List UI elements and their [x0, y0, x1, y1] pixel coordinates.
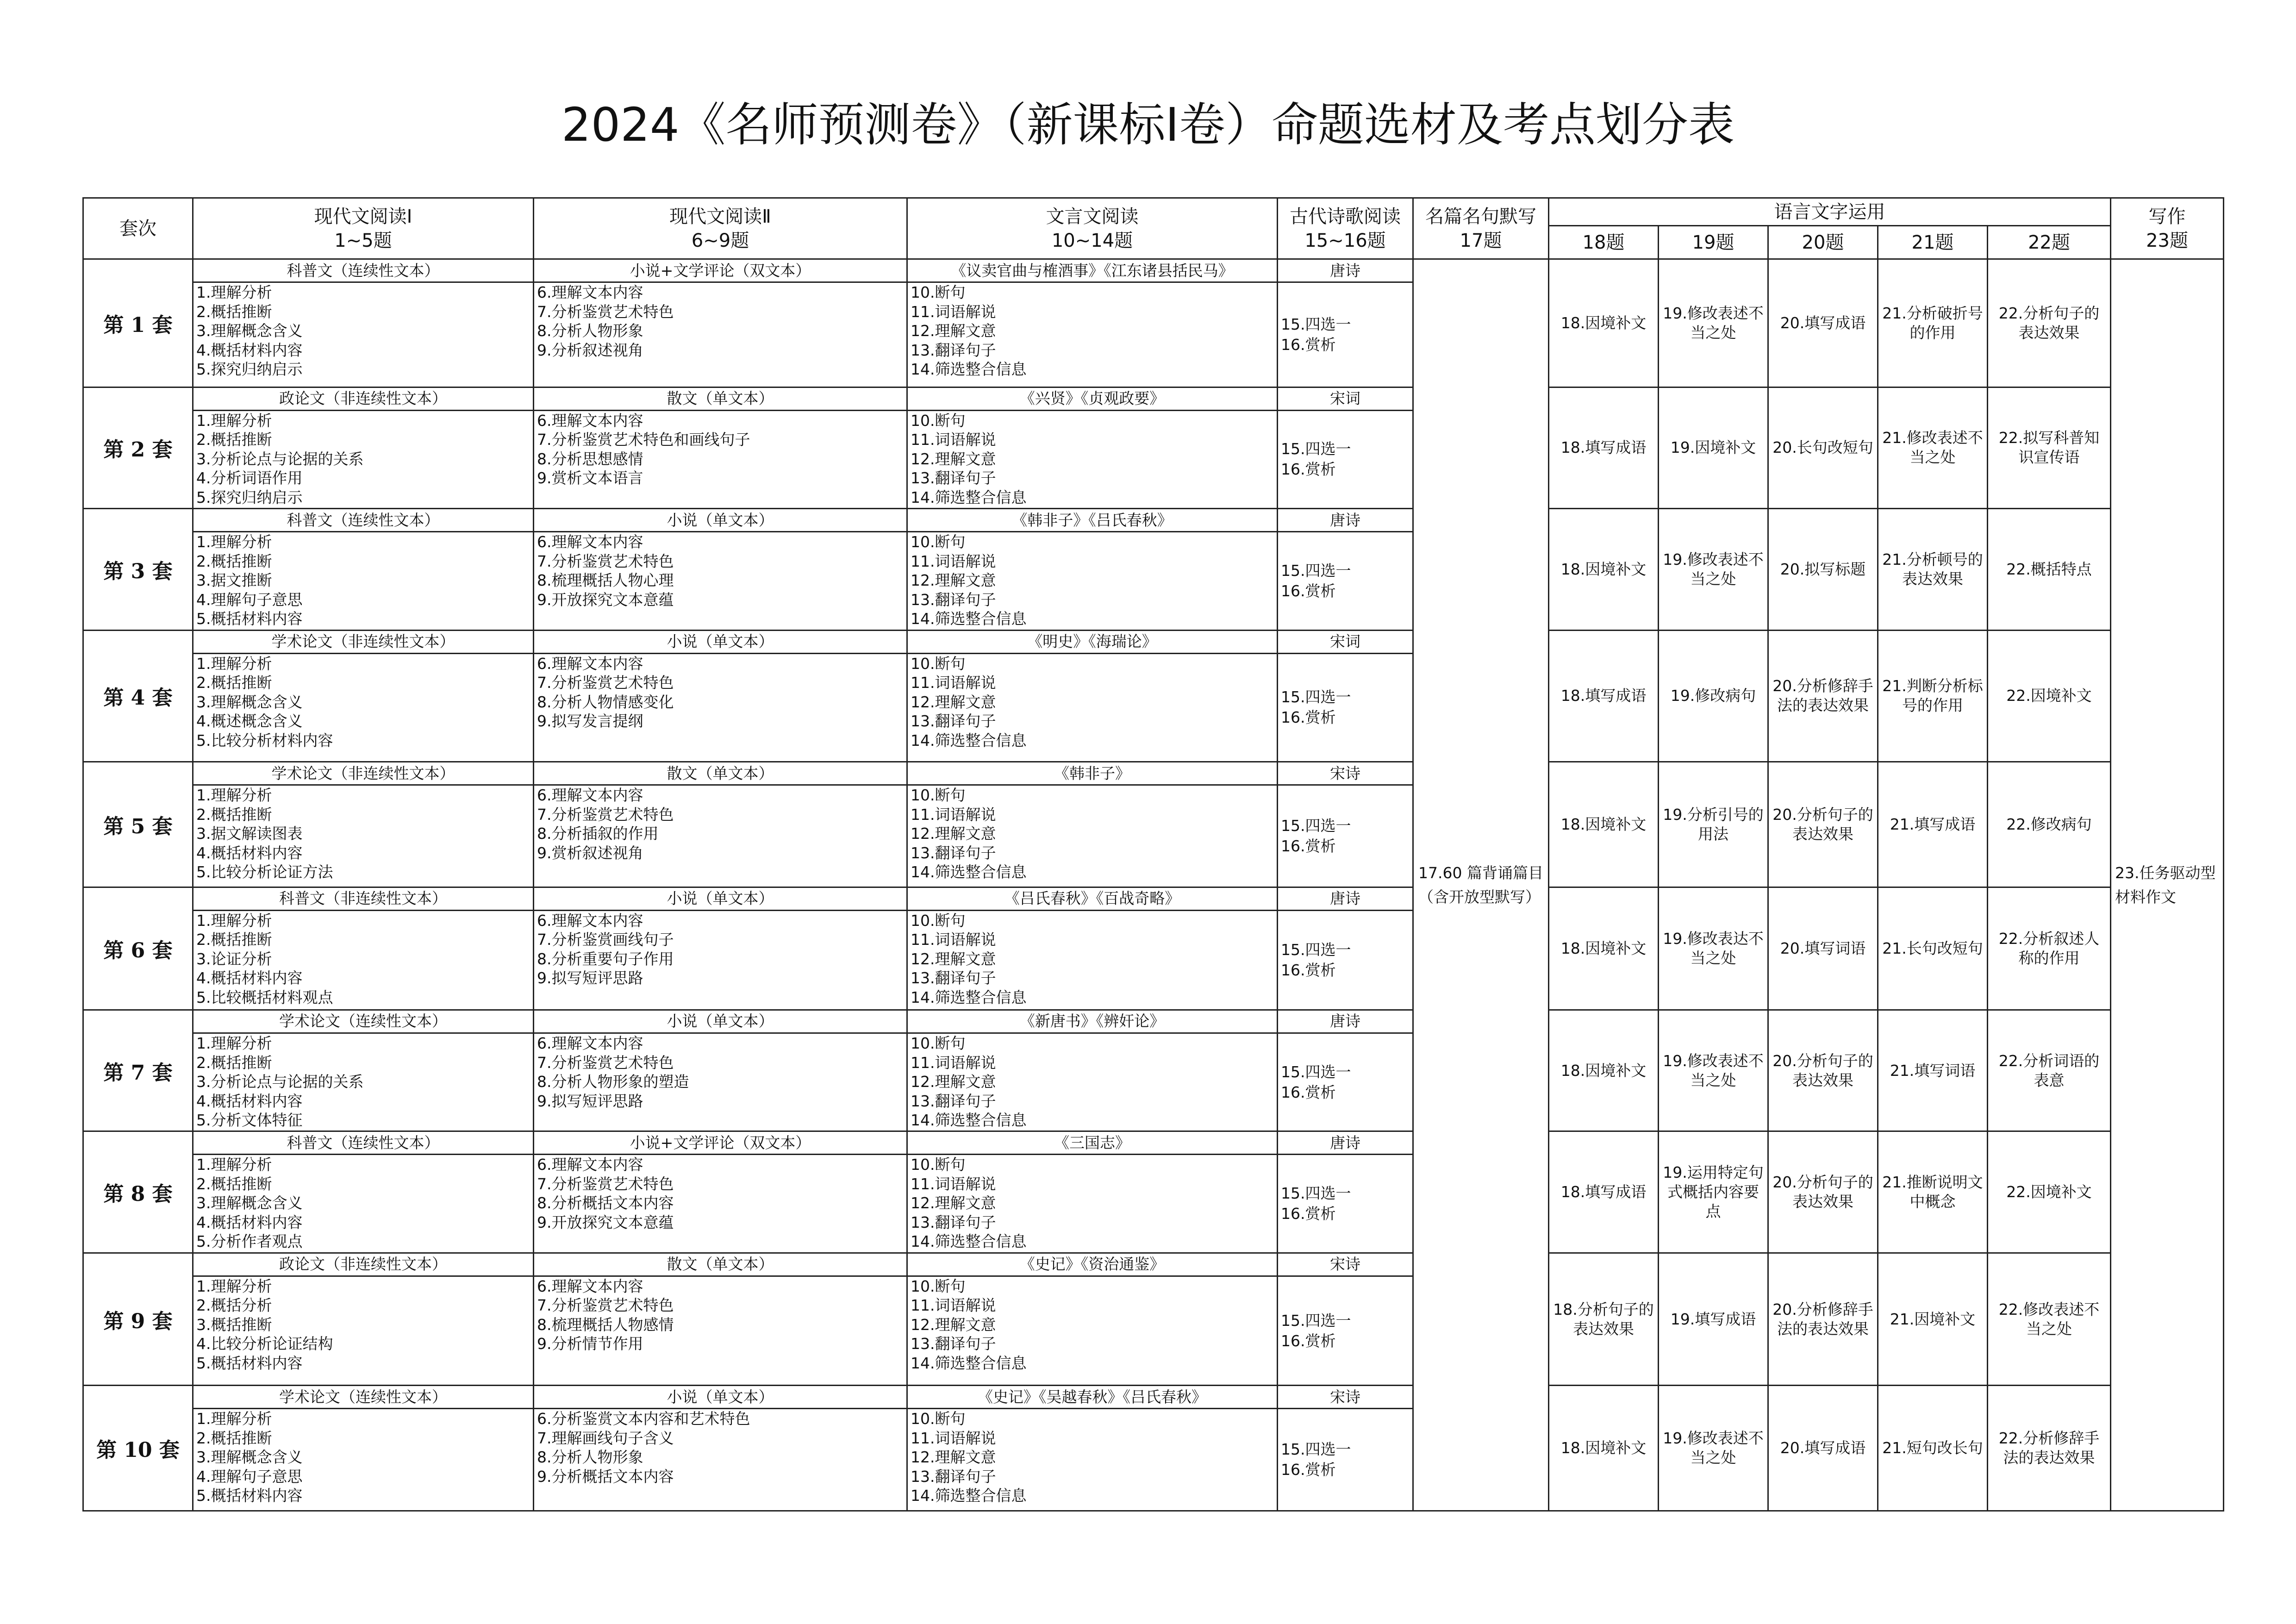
language-q21: 21.推断说明文中概念	[1878, 1131, 1988, 1253]
modern-1-type: 科普文（连续性文本）	[193, 509, 534, 532]
language-q18: 18.填写成语	[1549, 630, 1659, 762]
set-number: 第 6 套	[83, 887, 193, 1010]
poetry-type: 宋词	[1278, 387, 1413, 410]
header-writing-line-0: 写作	[2148, 206, 2186, 227]
header-q21	[1878, 226, 1988, 259]
modern-2-items: 6.理解文本内容 7.分析鉴赏艺术特色和画线句子 8.分析思想感情 9.赏析文本语言	[534, 410, 907, 508]
header-language	[1549, 198, 2111, 226]
language-q20: 20.分析句子的表达效果	[1768, 762, 1878, 887]
language-q18: 18.填写成语	[1549, 1131, 1659, 1253]
recitation-cell: 17.60 篇背诵篇目（含开放型默写）	[1413, 259, 1549, 1511]
language-q20: 20.分析修辞手法的表达效果	[1768, 630, 1878, 762]
language-q21: 21.填写成语	[1878, 762, 1988, 887]
header-q18-line-0: 18题	[1582, 231, 1625, 253]
language-q19: 19.运用特定句式概括内容要点	[1659, 1131, 1768, 1253]
classical-items: 10.断句 11.词语解说 12.理解文意 13.翻译句子 14.筛选整合信息	[907, 282, 1278, 387]
header-writing-line-1: 23题	[2146, 230, 2188, 251]
language-q22: 22.修改病句	[1988, 762, 2111, 887]
language-q20: 20.填写成语	[1768, 259, 1878, 387]
modern-1-type: 学术论文（连续性文本）	[193, 1010, 534, 1033]
language-q20: 20.填写成语	[1768, 1386, 1878, 1511]
language-q21: 21.短句改长句	[1878, 1386, 1988, 1511]
modern-2-items: 6.理解文本内容 7.分析鉴赏艺术特色 8.分析人物形象 9.分析叙述视角	[534, 282, 907, 387]
header-q18	[1549, 226, 1659, 259]
language-q18: 18.因境补文	[1549, 259, 1659, 387]
classical-source: 《韩非子》《吕氏春秋》	[907, 509, 1278, 532]
header-modern-1	[193, 198, 534, 259]
poetry-type: 宋词	[1278, 630, 1413, 653]
modern-1-items: 1.理解分析 2.概括推断 3.分析论点与论据的关系 4.概括材料内容 5.分析文体特征	[193, 1033, 534, 1131]
classical-source: 《明史》《海瑞论》	[907, 630, 1278, 653]
language-q18: 18.因境补文	[1549, 887, 1659, 1010]
modern-1-type: 政论文（非连续性文本）	[193, 387, 534, 410]
language-q19: 19.修改病句	[1659, 630, 1768, 762]
poetry-items: 15.四选一 16.赏析	[1278, 653, 1413, 762]
language-q21: 21.分析破折号的作用	[1878, 259, 1988, 387]
classical-items: 10.断句 11.词语解说 12.理解文意 13.翻译句子 14.筛选整合信息	[907, 1409, 1278, 1511]
classical-source: 《三国志》	[907, 1131, 1278, 1155]
header-q20	[1768, 226, 1878, 259]
classical-source: 《史记》《吴越春秋》《吕氏春秋》	[907, 1386, 1278, 1409]
language-q22: 22.修改表述不当之处	[1988, 1253, 2111, 1385]
set-number: 第 1 套	[83, 259, 193, 387]
modern-2-items: 6.分析鉴赏文本内容和艺术特色 7.理解画线句子含义 8.分析人物形象 9.分析概括文本内容	[534, 1409, 907, 1511]
header-poetry	[1278, 198, 1413, 259]
poetry-type: 唐诗	[1278, 259, 1413, 282]
language-q21: 21.判断分析标号的作用	[1878, 630, 1988, 762]
header-q22	[1988, 226, 2111, 259]
header-recitation	[1413, 198, 1549, 259]
language-q19: 19.分析引号的用法	[1659, 762, 1768, 887]
poetry-items: 15.四选一 16.赏析	[1278, 910, 1413, 1010]
language-q22: 22.因境补文	[1988, 1131, 2111, 1253]
exam-table	[82, 197, 2224, 1512]
poetry-items: 15.四选一 16.赏析	[1278, 282, 1413, 387]
poetry-type: 唐诗	[1278, 887, 1413, 910]
modern-2-items: 6.理解文本内容 7.分析鉴赏艺术特色 8.梳理概括人物心理 9.开放探究文本意蕴	[534, 532, 907, 630]
language-q22: 22.分析修辞手法的表达效果	[1988, 1386, 2111, 1511]
classical-items: 10.断句 11.词语解说 12.理解文意 13.翻译句子 14.筛选整合信息	[907, 410, 1278, 508]
classical-items: 10.断句 11.词语解说 12.理解文意 13.翻译句子 14.筛选整合信息	[907, 785, 1278, 887]
header-poetry-line-1: 15~16题	[1304, 230, 1386, 251]
header-q20-line-0: 20题	[1802, 231, 1844, 253]
page-title: 2024《名师预测卷》（新课标Ⅰ卷）命题选材及考点划分表	[562, 98, 1734, 152]
poetry-type: 唐诗	[1278, 509, 1413, 532]
language-q22: 22.分析句子的表达效果	[1988, 259, 2111, 387]
language-q22: 22.拟写科普知识宣传语	[1988, 387, 2111, 508]
header-q22-line-0: 22题	[2028, 231, 2070, 253]
language-q19: 19.填写成语	[1659, 1253, 1768, 1385]
language-q19: 19.修改表达不当之处	[1659, 887, 1768, 1010]
classical-items: 10.断句 11.词语解说 12.理解文意 13.翻译句子 14.筛选整合信息	[907, 1033, 1278, 1131]
language-q19: 19.修改表述不当之处	[1659, 509, 1768, 630]
header-q19-line-0: 19题	[1692, 231, 1734, 253]
modern-2-items: 6.理解文本内容 7.分析鉴赏艺术特色 8.分析插叙的作用 9.赏析叙述视角	[534, 785, 907, 887]
poetry-items: 15.四选一 16.赏析	[1278, 785, 1413, 887]
language-q20: 20.分析句子的表达效果	[1768, 1131, 1878, 1253]
language-q20: 20.分析修辞手法的表达效果	[1768, 1253, 1878, 1385]
set-number: 第 2 套	[83, 387, 193, 508]
poetry-type: 宋诗	[1278, 1386, 1413, 1409]
classical-items: 10.断句 11.词语解说 12.理解文意 13.翻译句子 14.筛选整合信息	[907, 910, 1278, 1010]
classical-source: 《议卖官曲与榷酒事》《江东诸县括民马》	[907, 259, 1278, 282]
modern-1-type: 科普文（连续性文本）	[193, 1131, 534, 1155]
modern-1-items: 1.理解分析 2.概括分析 3.概括推断 4.比较分析论证结构 5.概括材料内容	[193, 1276, 534, 1385]
language-q21: 21.修改表述不当之处	[1878, 387, 1988, 508]
header-classical-line-0: 文言文阅读	[1046, 206, 1139, 227]
language-q19: 19.修改表述不当之处	[1659, 1386, 1768, 1511]
header-q19	[1659, 226, 1768, 259]
modern-1-type: 学术论文（连续性文本）	[193, 1386, 534, 1409]
modern-2-type: 小说（单文本）	[534, 630, 907, 653]
set-number: 第 4 套	[83, 630, 193, 762]
language-q18: 18.因境补文	[1549, 509, 1659, 630]
language-q21: 21.填写词语	[1878, 1010, 1988, 1131]
set-number: 第 10 套	[83, 1386, 193, 1511]
classical-items: 10.断句 11.词语解说 12.理解文意 13.翻译句子 14.筛选整合信息	[907, 1276, 1278, 1385]
poetry-type: 唐诗	[1278, 1131, 1413, 1155]
modern-2-type: 小说（单文本）	[534, 509, 907, 532]
classical-items: 10.断句 11.词语解说 12.理解文意 13.翻译句子 14.筛选整合信息	[907, 1155, 1278, 1253]
language-q18: 18.因境补文	[1549, 762, 1659, 887]
modern-1-type: 科普文（连续性文本）	[193, 259, 534, 282]
language-q21: 21.分析顿号的表达效果	[1878, 509, 1988, 630]
language-q20: 20.分析句子的表达效果	[1768, 1010, 1878, 1131]
header-modern-2	[534, 198, 907, 259]
modern-1-items: 1.理解分析 2.概括推断 3.理解概念含义 4.概述概念含义 5.比较分析材料内容	[193, 653, 534, 762]
modern-1-items: 1.理解分析 2.概括推断 3.据文解读图表 4.概括材料内容 5.比较分析论证方法	[193, 785, 534, 887]
modern-2-items: 6.理解文本内容 7.分析鉴赏画线句子 8.分析重要句子作用 9.拟写短评思路	[534, 910, 907, 1010]
modern-2-type: 散文（单文本）	[534, 387, 907, 410]
poetry-items: 15.四选一 16.赏析	[1278, 1409, 1413, 1511]
header-modern-2-line-1: 6~9题	[691, 230, 749, 251]
language-q20: 20.拟写标题	[1768, 509, 1878, 630]
modern-2-type: 散文（单文本）	[534, 1253, 907, 1276]
header-recitation-line-0: 名篇名句默写	[1425, 206, 1536, 227]
modern-2-type: 小说（单文本）	[534, 887, 907, 910]
language-q19: 19.因境补文	[1659, 387, 1768, 508]
language-q18: 18.因境补文	[1549, 1010, 1659, 1131]
language-q18: 18.填写成语	[1549, 387, 1659, 508]
poetry-items: 15.四选一 16.赏析	[1278, 1155, 1413, 1253]
poetry-type: 宋诗	[1278, 762, 1413, 785]
language-q22: 22.分析词语的表意	[1988, 1010, 2111, 1131]
modern-1-items: 1.理解分析 2.概括推断 3.论证分析 4.概括材料内容 5.比较概括材料观点	[193, 910, 534, 1010]
header-language-line-0: 语言文字运用	[1774, 201, 1885, 223]
modern-1-type: 学术论文（非连续性文本）	[193, 630, 534, 653]
classical-source: 《新唐书》《辨奸论》	[907, 1010, 1278, 1033]
modern-2-type: 小说（单文本）	[534, 1010, 907, 1033]
poetry-items: 15.四选一 16.赏析	[1278, 532, 1413, 630]
header-classical	[907, 198, 1278, 259]
header-classical-line-1: 10~14题	[1051, 230, 1133, 251]
set-number: 第 9 套	[83, 1253, 193, 1385]
poetry-type: 唐诗	[1278, 1010, 1413, 1033]
poetry-items: 15.四选一 16.赏析	[1278, 410, 1413, 508]
modern-2-items: 6.理解文本内容 7.分析鉴赏艺术特色 8.分析人物形象的塑造 9.拟写短评思路	[534, 1033, 907, 1131]
modern-1-items: 1.理解分析 2.概括推断 3.理解概念含义 4.理解句子意思 5.概括材料内容	[193, 1409, 534, 1511]
header-q21-line-0: 21题	[1911, 231, 1954, 253]
set-number: 第 5 套	[83, 762, 193, 887]
language-q21: 21.因境补文	[1878, 1253, 1988, 1385]
classical-source: 《兴贤》《贞观政要》	[907, 387, 1278, 410]
set-number: 第 7 套	[83, 1010, 193, 1131]
header-set	[83, 198, 193, 259]
modern-1-type: 政论文（非连续性文本）	[193, 1253, 534, 1276]
set-number: 第 8 套	[83, 1131, 193, 1253]
language-q18: 18.因境补文	[1549, 1386, 1659, 1511]
header-writing	[2111, 198, 2224, 259]
language-q20: 20.填写词语	[1768, 887, 1878, 1010]
modern-2-items: 6.理解文本内容 7.分析鉴赏艺术特色 8.梳理概括人物感情 9.分析情节作用	[534, 1276, 907, 1385]
classical-items: 10.断句 11.词语解说 12.理解文意 13.翻译句子 14.筛选整合信息	[907, 532, 1278, 630]
writing-cell: 23.任务驱动型材料作文	[2111, 259, 2224, 1511]
modern-2-type: 小说+文学评论（双文本）	[534, 1131, 907, 1155]
modern-1-type: 学术论文（非连续性文本）	[193, 762, 534, 785]
language-q21: 21.长句改短句	[1878, 887, 1988, 1010]
modern-1-items: 1.理解分析 2.概括推断 3.分析论点与论据的关系 4.分析词语作用 5.探究归纳启示	[193, 410, 534, 508]
language-q22: 22.概括特点	[1988, 509, 2111, 630]
poetry-type: 宋诗	[1278, 1253, 1413, 1276]
poetry-items: 15.四选一 16.赏析	[1278, 1276, 1413, 1385]
set-number: 第 3 套	[83, 509, 193, 630]
language-q19: 19.修改表述不当之处	[1659, 259, 1768, 387]
modern-2-items: 6.理解文本内容 7.分析鉴赏艺术特色 8.分析人物情感变化 9.拟写发言提纲	[534, 653, 907, 762]
modern-2-type: 小说+文学评论（双文本）	[534, 259, 907, 282]
classical-items: 10.断句 11.词语解说 12.理解文意 13.翻译句子 14.筛选整合信息	[907, 653, 1278, 762]
modern-2-type: 散文（单文本）	[534, 762, 907, 785]
header-modern-1-line-0: 现代文阅读Ⅰ	[314, 206, 412, 227]
language-q20: 20.长句改短句	[1768, 387, 1878, 508]
classical-source: 《史记》《资治通鉴》	[907, 1253, 1278, 1276]
header-set-line-0: 套次	[119, 218, 156, 239]
poetry-items: 15.四选一 16.赏析	[1278, 1033, 1413, 1131]
header-modern-1-line-1: 1~5题	[334, 230, 392, 251]
modern-2-type: 小说（单文本）	[534, 1386, 907, 1409]
modern-1-type: 科普文（非连续性文本）	[193, 887, 534, 910]
header-modern-2-line-0: 现代文阅读Ⅱ	[669, 206, 771, 227]
language-q19: 19.修改表述不当之处	[1659, 1010, 1768, 1131]
modern-1-items: 1.理解分析 2.概括推断 3.据文推断 4.理解句子意思 5.概括材料内容	[193, 532, 534, 630]
classical-source: 《韩非子》	[907, 762, 1278, 785]
language-q22: 22.分析叙述人称的作用	[1988, 887, 2111, 1010]
header-recitation-line-1: 17题	[1460, 230, 1502, 251]
modern-1-items: 1.理解分析 2.概括推断 3.理解概念含义 4.概括材料内容 5.探究归纳启示	[193, 282, 534, 387]
language-q22: 22.因境补文	[1988, 630, 2111, 762]
classical-source: 《吕氏春秋》《百战奇略》	[907, 887, 1278, 910]
language-q18: 18.分析句子的表达效果	[1549, 1253, 1659, 1385]
header-poetry-line-0: 古代诗歌阅读	[1290, 206, 1401, 227]
modern-2-items: 6.理解文本内容 7.分析鉴赏艺术特色 8.分析概括文本内容 9.开放探究文本意蕴	[534, 1155, 907, 1253]
modern-1-items: 1.理解分析 2.概括推断 3.理解概念含义 4.概括材料内容 5.分析作者观点	[193, 1155, 534, 1253]
